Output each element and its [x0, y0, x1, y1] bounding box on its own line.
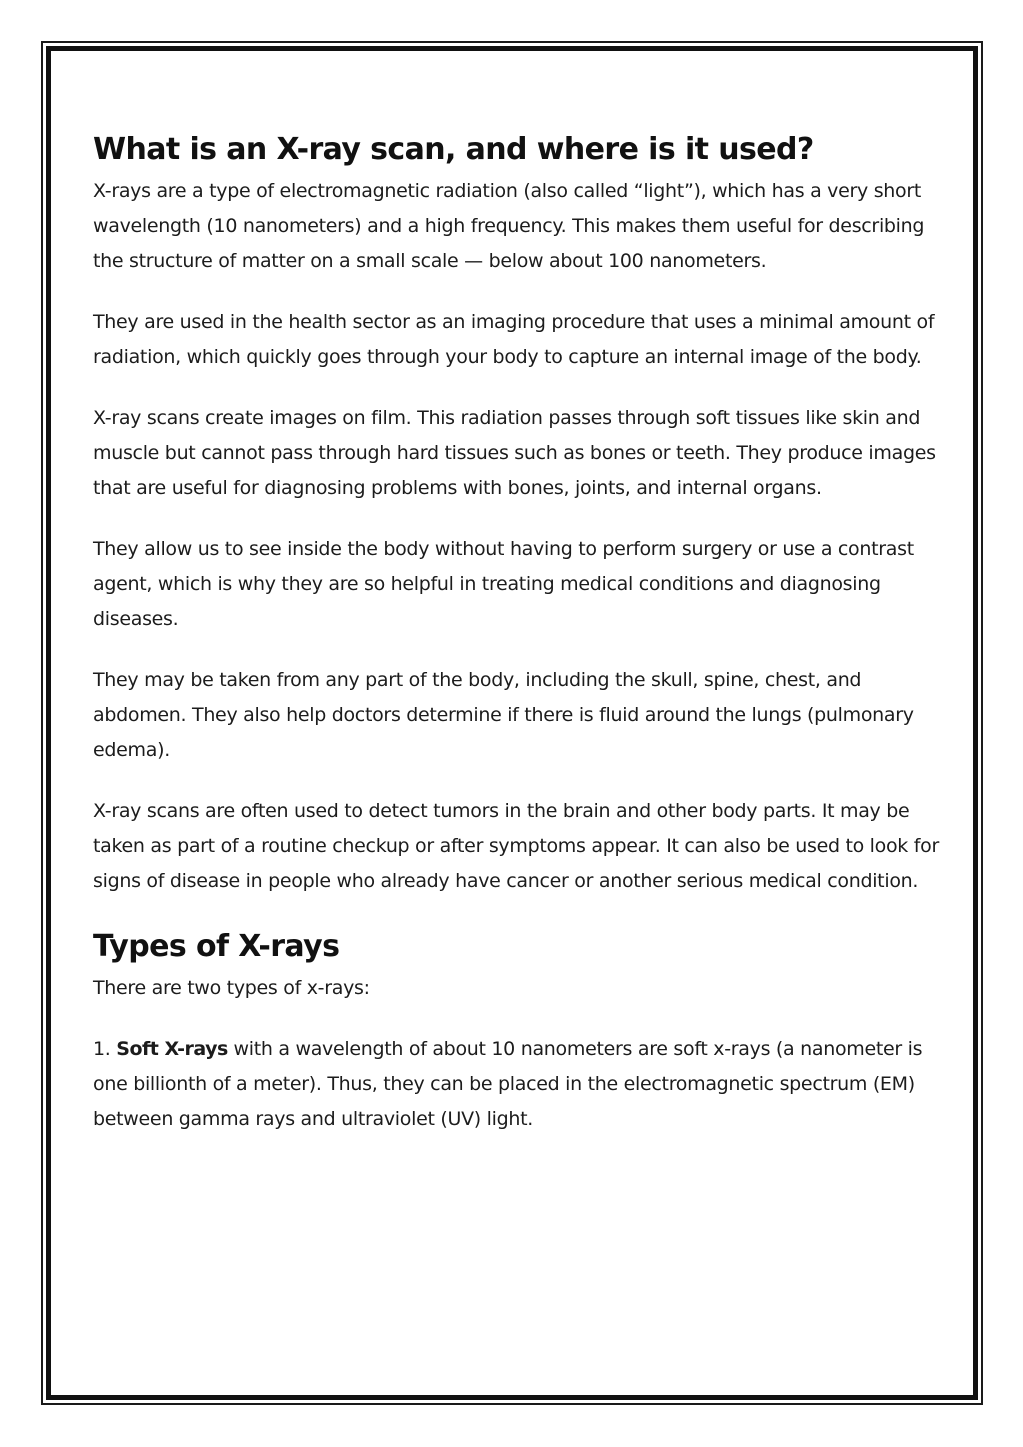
paragraph-6: X-ray scans are often used to detect tumors in the brain and other body parts. It may be taken as part of a routine checkup or after symptoms appear. It can also be used to look for signs of disease in people who already have cancer or another serious medical condition. — [93, 800, 939, 892]
list-item-text: with a wavelength of about 10 nanometers are soft x-rays (a nanometer is one billionth of a meter). Thus, they can be placed in the electromagnetic spectrum (EM) between gamma rays and ultraviolet (UV) light. — [93, 1038, 923, 1130]
term-soft-xrays: Soft X-rays — [116, 1038, 228, 1060]
list-item-soft-xrays — [93, 1032, 943, 1137]
paragraph-1: X-rays are a type of electromagnetic radiation (also called “light”), which has a very short wavelength (10 nanometers) and a high frequency. This makes them useful for describing the structure of matter on a small scale — below about 100 nanometers. — [93, 180, 925, 272]
types-intro: There are two types of x-rays: — [93, 977, 370, 999]
paragraph-3: X-ray scans create images on film. This radiation passes through soft tissues like skin and muscle but cannot pass through hard tissues such as bones or teeth. They produce images that are useful for diagnosing problems with bones, joints, and internal organs. — [93, 407, 936, 499]
paragraph-2: They are used in the health sector as an imaging procedure that uses a minimal amount of radiation, which quickly goes through your body to capture an internal image of the body. — [93, 311, 935, 368]
types-section — [93, 925, 943, 1137]
paragraph-4: They allow us to see inside the body without having to perform surgery or use a contrast agent, which is why they are so helpful in treating medical conditions and diagnosing diseases. — [93, 538, 914, 630]
section-heading-xray-scan: What is an X-ray scan, and where is it used? — [93, 132, 814, 167]
document-body — [93, 128, 943, 1163]
paragraph-5: They may be taken from any part of the body, including the skull, spine, chest, and abdomen. They also help doctors determine if there is fluid around the lungs (pulmonary edema). — [93, 669, 914, 761]
list-number: 1. — [93, 1038, 111, 1060]
section-heading-types: Types of X-rays — [93, 929, 340, 964]
